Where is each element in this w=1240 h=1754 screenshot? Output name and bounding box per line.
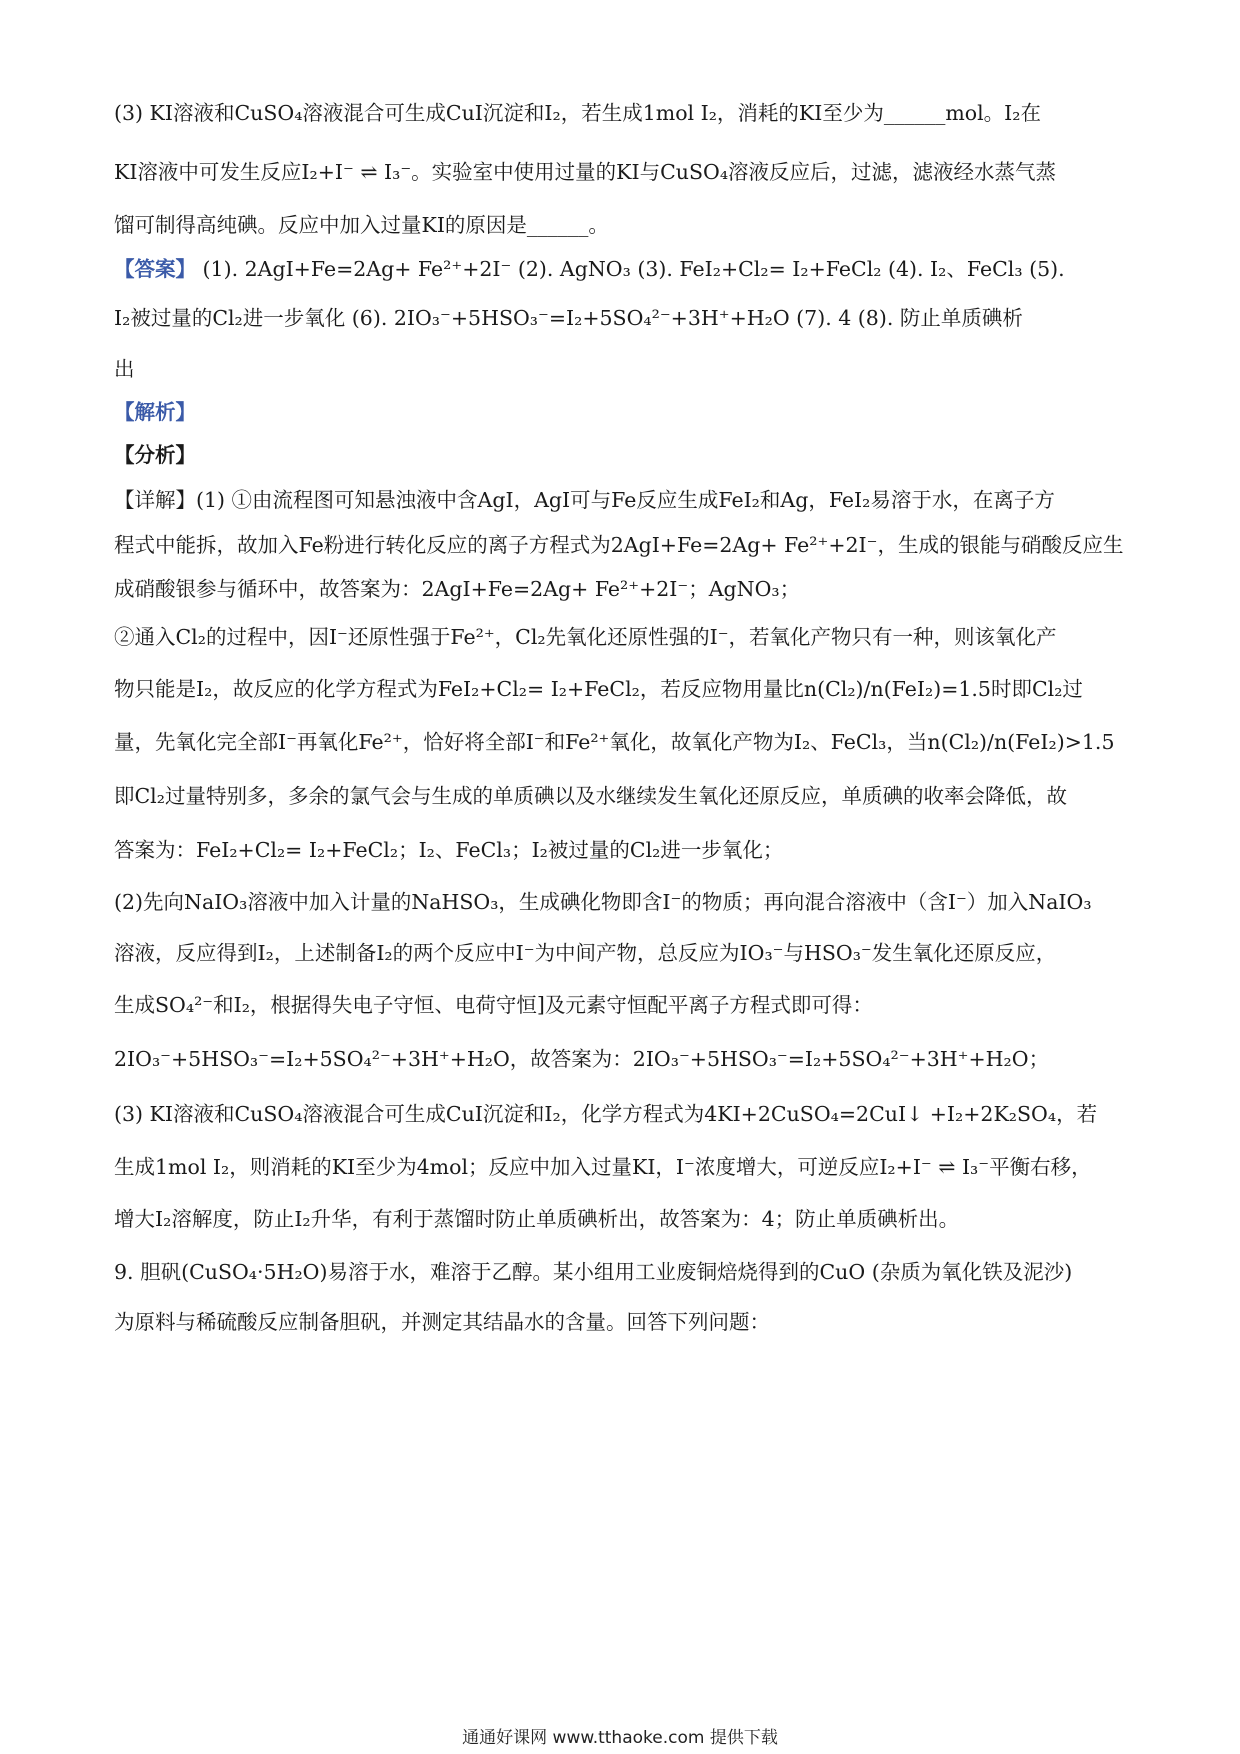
text-line: 出 — [114, 357, 135, 381]
text-line: 物只能是I₂，故反应的化学方程式为FeI₂+Cl₂= I₂+FeCl₂，若反应物用量比n(Cl₂)/n(FeI₂)=1.5时即Cl₂过 — [114, 677, 1083, 701]
text-line: I₂被过量的Cl₂进一步氧化 (6). 2IO₃⁻+5HSO₃⁻=I₂+5SO₄²⁻+3H⁺+H₂O (7). 4 (8). 防止单质碘析 — [114, 306, 1023, 330]
answer-tag: 【答案】 — [114, 257, 196, 281]
answer-line — [114, 254, 1134, 284]
text-line: 馏可制得高纯碘。反应中加入过量KI的原因是______。 — [114, 213, 609, 237]
answer-text: (1). 2AgI+Fe=2Ag+ Fe²⁺+2I⁻ (2). AgNO₃ (3). FeI₂+Cl₂= I₂+FeCl₂ (4). I₂、FeCl₃ (5). — [202, 257, 1065, 281]
text-line: 【详解】(1) ①由流程图可知悬浊液中含AgI，AgI可与Fe反应生成FeI₂和Ag，FeI₂易溶于水，在离子方 — [114, 488, 1055, 512]
text-line: (3) KI溶液和CuSO₄溶液混合可生成CuI沉淀和I₂，化学方程式为4KI+2CuSO₄=2CuI↓ +I₂+2K₂SO₄，若 — [114, 1102, 1098, 1126]
text-line: 即Cl₂过量特别多，多余的氯气会与生成的单质碘以及水继续发生氧化还原反应，单质碘的收率会降低，故 — [114, 784, 1067, 808]
text-line: 程式中能拆，故加入Fe粉进行转化反应的离子方程式为2AgI+Fe=2Ag+ Fe²⁺+2I⁻，生成的银能与硝酸反应生 — [114, 533, 1124, 557]
text-line: KI溶液中可发生反应I₂+I⁻ ⇌ I₃⁻。实验室中使用过量的KI与CuSO₄溶液反应后，过滤，滤液经水蒸气蒸 — [114, 160, 1057, 184]
text-line: (2)先向NaIO₃溶液中加入计量的NaHSO₃，生成碘化物即含I⁻的物质；再向混合溶液中（含I⁻）加入NaIO₃ — [114, 890, 1092, 914]
text-line: 生成SO₄²⁻和I₂，根据得失电子守恒、电荷守恒]及元素守恒配平离子方程式即可得： — [114, 993, 873, 1017]
analysis-tag: 【解析】 — [114, 400, 196, 424]
footer-text: 通通好课网 www.tthaoke.com 提供下载 — [462, 1728, 778, 1748]
text-line: ②通入Cl₂的过程中，因I⁻还原性强于Fe²⁺，Cl₂先氧化还原性强的I⁻，若氧化产物只有一种，则该氧化产 — [114, 625, 1057, 649]
text-line: 9. 胆矾(CuSO₄·5H₂O)易溶于水，难溶于乙醇。某小组用工业废铜焙烧得到的CuO (杂质为氧化铁及泥沙) — [114, 1260, 1073, 1284]
text-line: 生成1mol I₂，则消耗的KI至少为4mol；反应中加入过量KI，I⁻浓度增大，可逆反应I₂+I⁻ ⇌ I₃⁻平衡右移， — [114, 1155, 1092, 1179]
text-line: 答案为：FeI₂+Cl₂= I₂+FeCl₂；I₂、FeCl₃；I₂被过量的Cl₂进一步氧化； — [114, 838, 784, 862]
text-line: 2IO₃⁻+5HSO₃⁻=I₂+5SO₄²⁻+3H⁺+H₂O，故答案为：2IO₃⁻+5HSO₃⁻=I₂+5SO₄²⁻+3H⁺+H₂O； — [114, 1047, 1050, 1071]
text-line: 为原料与稀硫酸反应制备胆矾，并测定其结晶水的含量。回答下列问题： — [114, 1310, 770, 1334]
text-line: 溶液，反应得到I₂，上述制备I₂的两个反应中I⁻为中间产物，总反应为IO₃⁻与HSO₃⁻发生氧化还原反应， — [114, 941, 1057, 965]
fenxi-tag: 【分析】 — [114, 443, 196, 467]
text-line: 量，先氧化完全部I⁻再氧化Fe²⁺，恰好将全部I⁻和Fe²⁺氧化，故氧化产物为I₂、FeCl₃，当n(Cl₂)/n(FeI₂)>1.5 — [114, 730, 1115, 754]
text-line: 成硝酸银参与循环中，故答案为：2AgI+Fe=2Ag+ Fe²⁺+2I⁻；AgNO₃； — [114, 577, 801, 601]
text-line: 增大I₂溶解度，防止I₂升华，有利于蒸馏时防止单质碘析出，故答案为：4；防止单质碘析出。 — [114, 1207, 960, 1231]
text-line: (3) KI溶液和CuSO₄溶液混合可生成CuI沉淀和I₂，若生成1mol I₂，消耗的KI至少为______mol。I₂在 — [114, 101, 1042, 125]
